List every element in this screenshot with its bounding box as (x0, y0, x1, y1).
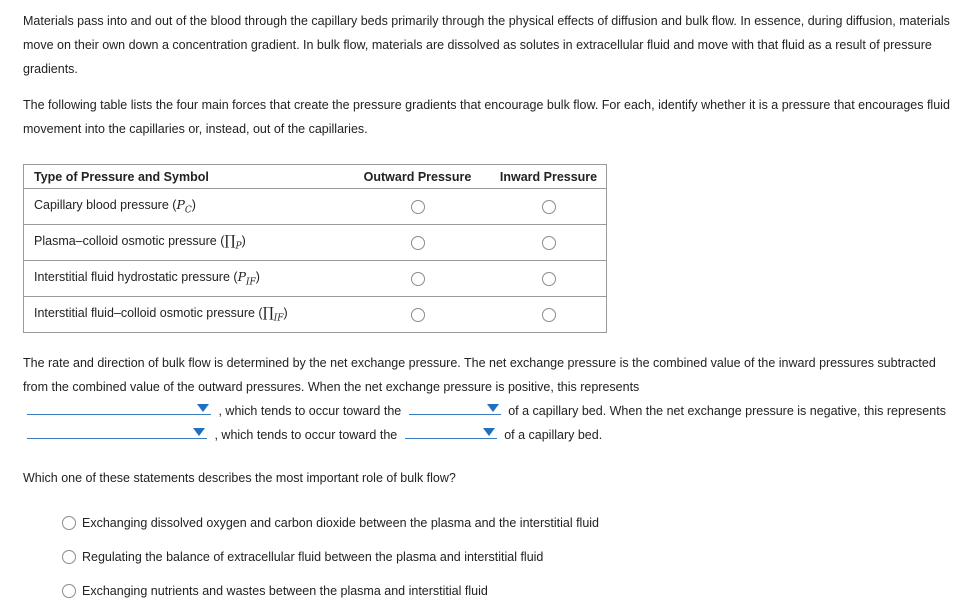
table-row (24, 225, 607, 261)
chevron-down-icon (483, 428, 495, 436)
outward-radio-cell (344, 225, 491, 261)
table-row (24, 261, 607, 297)
intro-paragraph-2: The following table lists the four main forces that create the pressure gradients that encourage bulk flow. For each, identify whether it is a pressure that encourages fluid movement into the capillaries or, instead, out of the capillaries. (23, 98, 950, 136)
header-type: Type of Pressure and Symbol (24, 165, 345, 189)
net-text-3: of a capillary bed. When the net exchange pressure is negative, this represents (508, 404, 946, 418)
outward-radio-cell (344, 189, 491, 225)
header-inward: Inward Pressure (491, 165, 607, 189)
outward-radio-cell (344, 297, 491, 333)
outward-radio-interstitial-fluid-colloid-osmotic-pressure[interactable] (411, 308, 425, 322)
question-text: Which one of these statements describes the most important role of bulk flow? (23, 471, 456, 485)
net-text-5: of a capillary bed. (504, 428, 603, 442)
net-text-2: , which tends to occur toward the (218, 404, 402, 418)
intro-paragraph-1: Materials pass into and out of the blood through the capillary beds primarily through the physical effects of diffusion and bulk flow. In essence, during diffusion, materials move on their own down a concentration gradient. In bulk flow, materials are dissolved as solutes in extracellular fluid and move with that fluid as a result of pressure gradients. (23, 14, 950, 76)
inward-radio-capillary-blood-pressure[interactable] (542, 200, 556, 214)
header-outward: Outward Pressure (344, 165, 491, 189)
dropdown-negative-process[interactable] (27, 424, 207, 439)
answer-radio[interactable] (62, 550, 76, 564)
net-text-1: The rate and direction of bulk flow is determined by the net exchange pressure. The net exchange pressure is the combined value of the inward pressures subtracted from the combined value of the outward pressures. When the net exchange pressure is positive, this represents (23, 356, 936, 394)
answer-option[interactable] (62, 583, 488, 599)
answer-radio[interactable] (62, 584, 76, 598)
inward-radio-cell (491, 225, 607, 261)
inward-radio-interstitial-fluid-colloid-osmotic-pressure[interactable] (542, 308, 556, 322)
outward-radio-interstitial-fluid-hydrostatic-pressure[interactable] (411, 272, 425, 286)
inward-radio-plasma-colloid-osmotic-pressure[interactable] (542, 236, 556, 250)
table-header-row (24, 165, 607, 189)
answer-radio[interactable] (62, 516, 76, 530)
answer-label: Exchanging nutrients and wastes between the plasma and interstitial fluid (82, 584, 488, 598)
row-label-interstitial-fluid-colloid-osmotic-pressure: Interstitial fluid–colloid osmotic pressure $(\prod_{IF})$ (24, 297, 345, 333)
chevron-down-icon (487, 404, 499, 412)
net-text-4: , which tends to occur toward the (214, 428, 398, 442)
net-exchange-paragraph (23, 351, 953, 447)
outward-radio-cell (344, 261, 491, 297)
answer-label: Regulating the balance of extracellular fluid between the plasma and interstitial fluid (82, 550, 544, 564)
inward-radio-interstitial-fluid-hydrostatic-pressure[interactable] (542, 272, 556, 286)
dropdown-negative-location[interactable] (405, 424, 497, 439)
chevron-down-icon (193, 428, 205, 436)
outward-radio-plasma-colloid-osmotic-pressure[interactable] (411, 236, 425, 250)
row-label-capillary-blood-pressure: Capillary blood pressure $(P_C)$ (24, 189, 345, 225)
chevron-down-icon (197, 404, 209, 412)
dropdown-positive-location[interactable] (409, 400, 501, 415)
row-label-plasma-colloid-osmotic-pressure: Plasma–colloid osmotic pressure $(\prod_P)$ (24, 225, 345, 261)
answer-option[interactable] (62, 515, 599, 531)
row-label-interstitial-fluid-hydrostatic-pressure: Interstitial fluid hydrostatic pressure $(P_{IF})$ (24, 261, 345, 297)
outward-radio-capillary-blood-pressure[interactable] (411, 200, 425, 214)
table-row (24, 189, 607, 225)
inward-radio-cell (491, 261, 607, 297)
inward-radio-cell (491, 297, 607, 333)
pressure-table (23, 164, 607, 333)
dropdown-positive-process[interactable] (27, 400, 211, 415)
table-row (24, 297, 607, 333)
inward-radio-cell (491, 189, 607, 225)
answer-label: Exchanging dissolved oxygen and carbon dioxide between the plasma and the interstitial fluid (82, 516, 599, 530)
answer-option[interactable] (62, 549, 543, 565)
